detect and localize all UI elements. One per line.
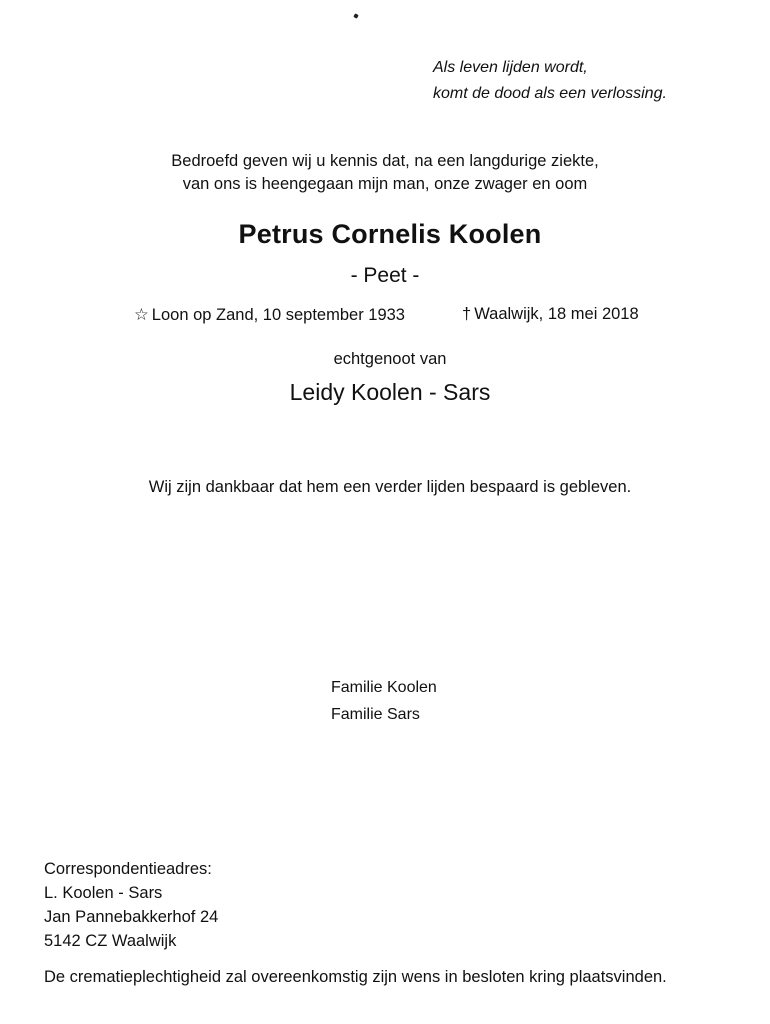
gratitude-text: Wij zijn dankbaar dat hem een verder lijden bespaard is gebleven. [148, 478, 632, 496]
deceased-nickname: - Peet - [350, 264, 420, 287]
quote-line-2: komt de dood als een verlossing. [433, 85, 667, 102]
cross-icon: † [462, 305, 472, 323]
correspondence-address [44, 857, 218, 953]
death-text: Waalwijk, 18 mei 2018 [474, 305, 639, 323]
birth-text: Loon op Zand, 10 september 1933 [151, 306, 405, 324]
opening-quote [433, 55, 667, 107]
closing-note: De crematieplechtigheid zal overeenkomstig zijn wens in besloten kring plaatsvinden. [44, 968, 667, 986]
print-speck [353, 13, 358, 18]
address-line: 5142 CZ Waalwijk [44, 932, 177, 950]
star-icon: ☆ [134, 306, 149, 324]
announcement-intro [0, 150, 770, 196]
intro-line-1: Bedroefd geven wij u kennis dat, na een langdurige ziekte, [171, 152, 599, 170]
correspondence-heading: Correspondentieadres: [44, 860, 212, 878]
spouse-label: echtgenoot van [333, 350, 447, 368]
address-line: L. Koolen - Sars [44, 884, 163, 902]
spouse-name: Leidy Koolen - Sars [289, 379, 491, 405]
birth-info [134, 305, 405, 325]
address-line: Jan Pannebakkerhof 24 [44, 908, 219, 926]
quote-line-1: Als leven lijden wordt, [433, 59, 588, 76]
family-name: Familie Koolen [331, 679, 437, 696]
intro-line-2: van ons is heengegaan mijn man, onze zwager en oom [182, 175, 588, 193]
family-name: Familie Sars [331, 706, 420, 723]
deceased-name: Petrus Cornelis Koolen [238, 219, 542, 249]
death-info [462, 305, 639, 324]
family-signatures [331, 674, 437, 728]
